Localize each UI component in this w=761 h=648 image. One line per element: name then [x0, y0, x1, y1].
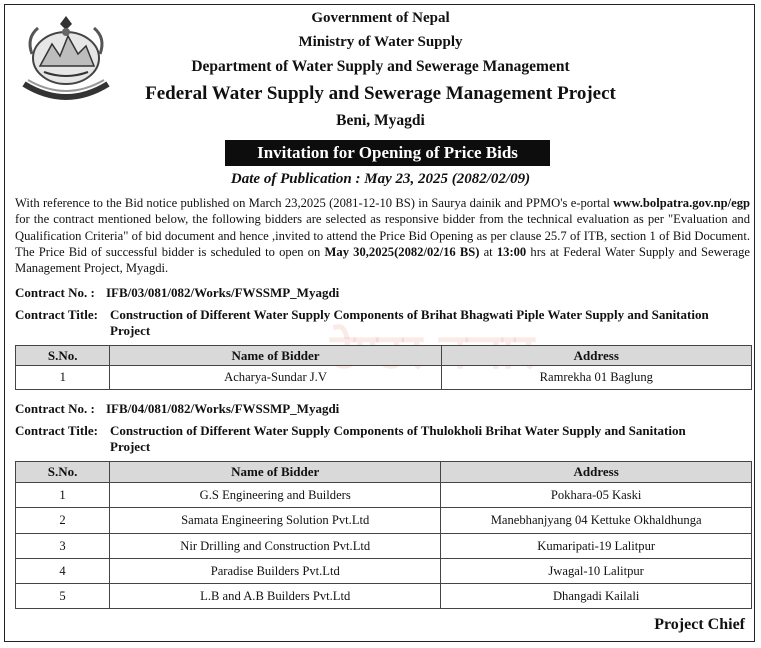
table-header-row	[16, 346, 752, 366]
bidder-table-2	[15, 461, 752, 609]
col-sno: S.No.	[16, 462, 110, 483]
govt-title: Government of Nepal	[311, 10, 450, 26]
cell-address: Manebhanjyang 04 Kettuke Okhaldhunga	[441, 508, 752, 534]
cell-sno: 2	[16, 508, 110, 534]
notice-paragraph	[15, 195, 750, 276]
cell-sno: 1	[16, 483, 110, 508]
col-bidder: Name of Bidder	[110, 462, 441, 483]
portal-link[interactable]: www.bolpatra.gov.np/egp	[613, 196, 750, 210]
col-address: Address	[441, 462, 752, 483]
col-address: Address	[441, 346, 751, 366]
cell-sno: 1	[16, 366, 110, 390]
para-text-1: With reference to the Bid notice published on March 23,2025 (2081-12-10 BS) in Saurya dainik and PPMO's e-portal	[15, 196, 614, 210]
cell-address: Ramrekha 01 Baglung	[441, 366, 751, 390]
contract-no-value: IFB/03/081/082/Works/FWSSMP_Myagdi	[106, 285, 340, 300]
notice-banner: Invitation for Opening of Price Bids	[225, 140, 550, 166]
col-bidder: Name of Bidder	[110, 346, 441, 366]
publication-date: Date of Publication : May 23, 2025 (2082/02/09)	[230, 171, 531, 187]
signature: Project Chief	[654, 616, 745, 633]
contract-title-label: Contract Title:	[15, 423, 98, 438]
cell-bidder: Acharya-Sundar J.V	[110, 366, 441, 390]
table-row	[16, 584, 752, 609]
para-text-2: for the contract mentioned below, the following bidders are selected as responsive bidder from the technical evaluation as per "Evaluation and Qualification Criteria" of bid document and hence ,invited to attend the Price Bid Opening as per clause 25.7 of ITB, section 1 of Bid Document. The Price Bid of successful bidder is scheduled to open on	[15, 212, 750, 259]
table-row	[16, 508, 752, 534]
location-title: Beni, Myagdi	[336, 112, 425, 129]
opening-time: 13:00	[496, 244, 527, 259]
table-row	[16, 559, 752, 584]
para-text-4: hrs at Federal Water Supply and Sewerage Management Project, Myagdi.	[15, 244, 750, 276]
project-title: Federal Water Supply and Sewerage Management Project	[145, 83, 616, 104]
contract-no-value: IFB/04/081/082/Works/FWSSMP_Myagdi	[106, 401, 340, 416]
ministry-title: Ministry of Water Supply	[298, 34, 463, 50]
cell-bidder: Nir Drilling and Construction Pvt.Ltd	[110, 534, 441, 559]
cell-sno: 3	[16, 534, 110, 559]
table-row	[16, 483, 752, 508]
contract-title-label: Contract Title:	[15, 307, 98, 322]
contract-title-value: Construction of Different Water Supply Components of Brihat Bhagwati Piple Water Supply and Sanitation Project	[110, 307, 709, 338]
cell-bidder: G.S Engineering and Builders	[110, 483, 441, 508]
department-title: Department of Water Supply and Sewerage Management	[191, 58, 570, 75]
cell-bidder: Samata Engineering Solution Pvt.Ltd	[110, 508, 441, 534]
table-row	[16, 534, 752, 559]
table-row	[16, 366, 752, 390]
cell-bidder: Paradise Builders Pvt.Ltd	[110, 559, 441, 584]
cell-sno: 4	[16, 559, 110, 584]
table-header-row	[16, 462, 752, 483]
cell-address: Dhangadi Kailali	[441, 584, 752, 609]
col-sno: S.No.	[16, 346, 110, 366]
contract-title-value: Construction of Different Water Supply Components of Thulokholi Brihat Water Supply and Sanitation Project	[110, 423, 686, 454]
cell-address: Jwagal-10 Lalitpur	[441, 559, 752, 584]
cell-address: Pokhara-05 Kaski	[441, 483, 752, 508]
para-text-3: at	[479, 244, 497, 259]
contract-no-label: Contract No. :	[15, 285, 95, 300]
cell-bidder: L.B and A.B Builders Pvt.Ltd	[110, 584, 441, 609]
contract-no-label: Contract No. :	[15, 401, 95, 416]
cell-address: Kumaripati-19 Lalitpur	[441, 534, 752, 559]
cell-sno: 5	[16, 584, 110, 609]
bidder-table-1	[15, 345, 752, 390]
opening-date: May 30,2025(2082/02/16 BS)	[324, 244, 480, 259]
